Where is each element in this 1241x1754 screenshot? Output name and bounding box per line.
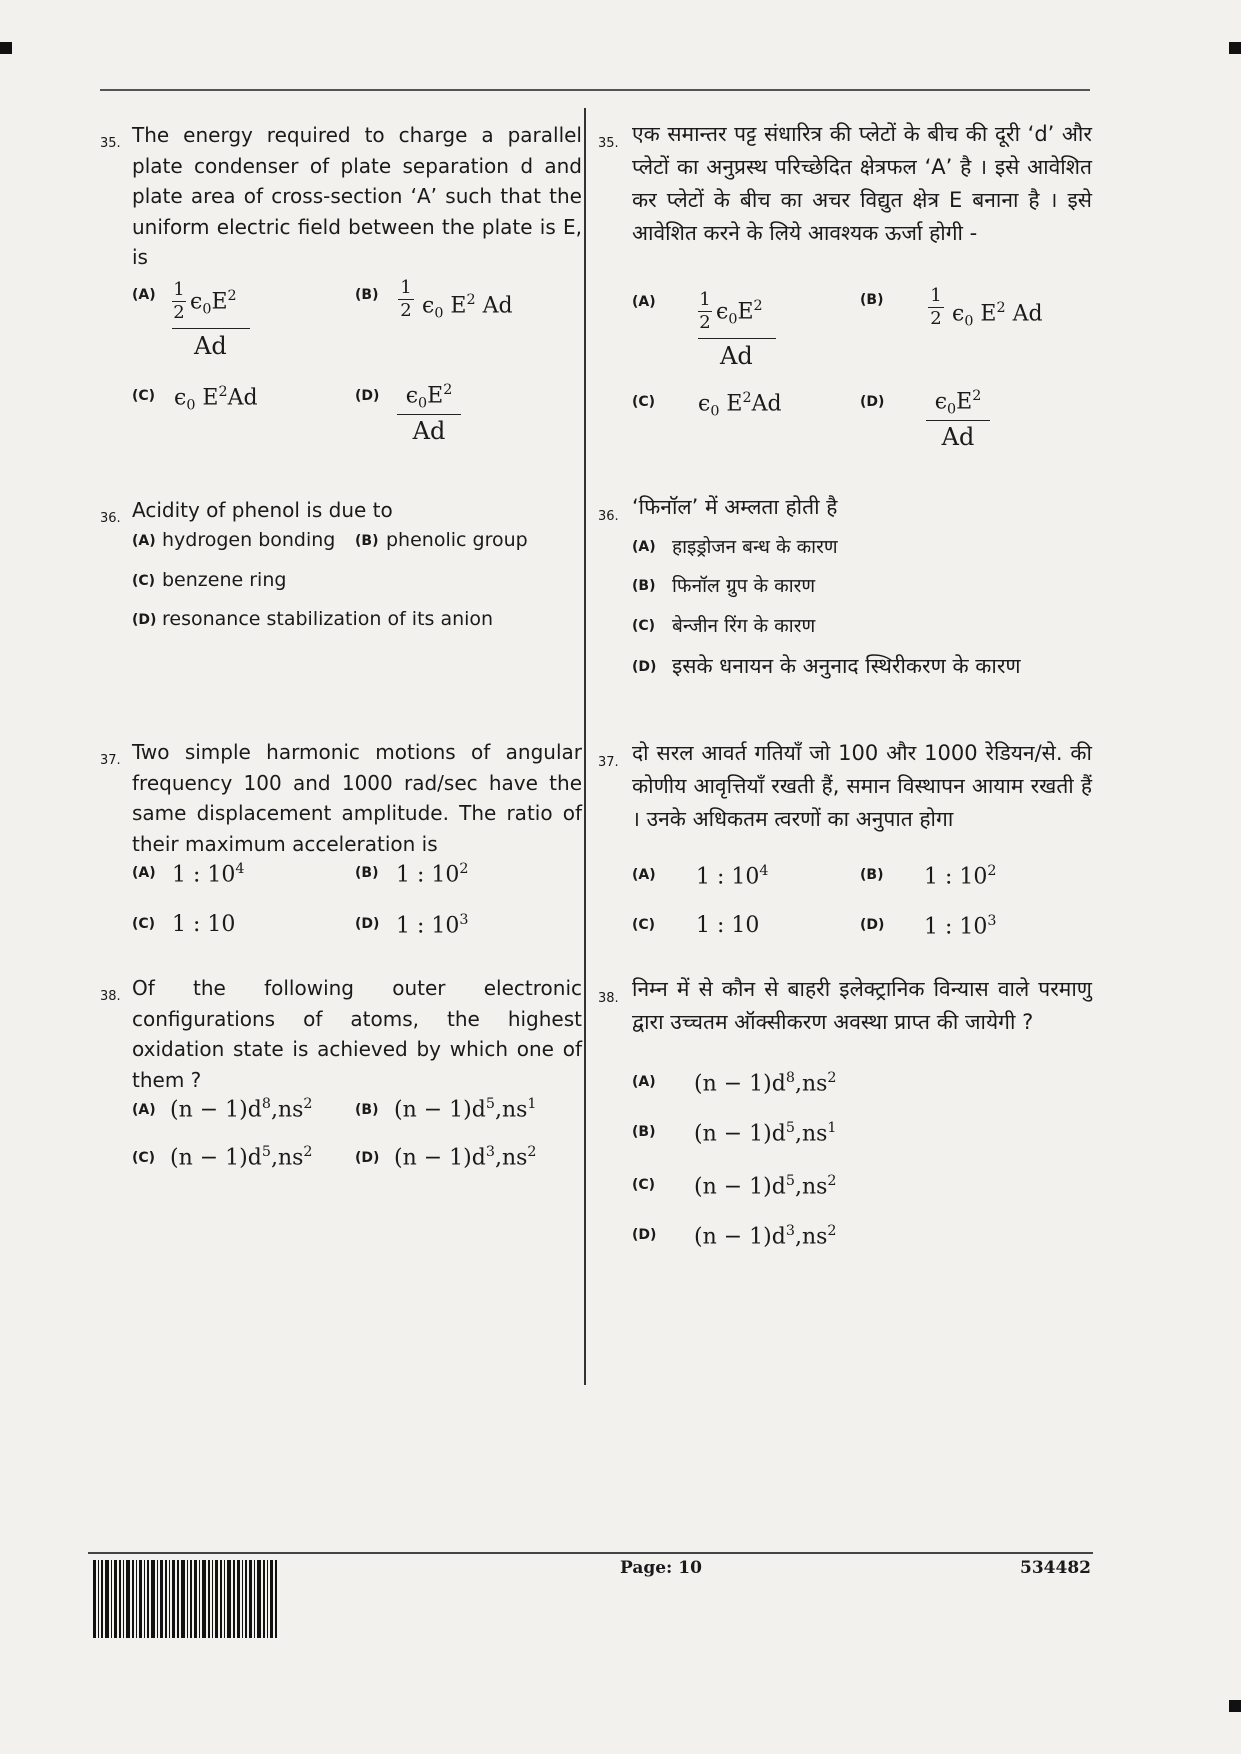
option-label: (A)	[632, 539, 656, 555]
registration-mark	[1229, 1700, 1241, 1712]
option-a-text: हाइड्रोजन बन्ध के कारण	[672, 536, 838, 558]
option-d-formula: $\epsilon_0E^2$ Ad	[397, 382, 461, 445]
option-label: (A)	[632, 867, 656, 883]
registration-mark	[0, 42, 12, 54]
option-label: (D)	[132, 612, 157, 628]
option-b-formula: $(n - 1)d^5,ns^1$	[394, 1096, 537, 1123]
option-b-text: फिनॉल ग्रुप के कारण	[672, 575, 816, 597]
column-divider	[584, 108, 586, 1385]
question-text: दो सरल आवर्त गतियाँ जो 100 और 1000 रेडियन/से. की कोणीय आवृत्तियाँ रखती हैं, समान विस्थापन आयाम रखती हैं । उनके अधिकतम त्वरणों का अनुपात होगा	[632, 741, 1092, 831]
option-label: (C)	[632, 917, 656, 933]
paper-code: 534482	[1020, 1558, 1091, 1578]
option-label: (B)	[355, 533, 379, 549]
question-text: एक समान्तर पट्ट संधारित्र की प्लेटों के बीच की दूरी ‘d’ और प्लेटों का अनुप्रस्थ परिच्छेदित क्षेत्रफल ‘A’ है । इसे आवेशित कर प्लेटों के बीच का अचर विद्युत क्षेत्र E बनाना है । इसे आवेशित करने के लिये आवश्यक ऊर्जा होगी -	[632, 122, 1092, 245]
option-a-text: hydrogen bonding	[162, 529, 336, 551]
option-label: (B)	[355, 1102, 379, 1118]
question-35-hi	[598, 118, 1092, 250]
option-label: (C)	[632, 618, 656, 634]
top-rule	[100, 89, 1090, 91]
option-label: (C)	[132, 1150, 156, 1166]
option-a-formula: $(n - 1)d^8,ns^2$	[694, 1070, 837, 1097]
option-a-formula: $(n - 1)d^8,ns^2$	[170, 1096, 313, 1123]
option-d-formula: $\epsilon_0E^2$ Ad	[926, 388, 990, 451]
option-d-formula: $(n - 1)d^3,ns^2$	[394, 1144, 537, 1171]
option-b-formula: $(n - 1)d^5,ns^1$	[694, 1120, 837, 1147]
option-c-formula: $\epsilon_0$ $E^2Ad$	[174, 384, 258, 414]
option-label: (A)	[132, 865, 156, 881]
question-number: 37.	[100, 753, 121, 768]
option-b-formula: 1 : $10^2$	[396, 861, 469, 888]
option-d-formula: $(n - 1)d^3,ns^2$	[694, 1223, 837, 1250]
option-label: (A)	[632, 294, 656, 310]
question-number: 36.	[100, 511, 121, 526]
option-label: (A)	[132, 533, 156, 549]
question-37-en	[100, 737, 582, 859]
question-text: निम्न में से कौन से बाहरी इलेक्ट्रानिक विन्यास वाले परमाणु द्वारा उच्चतम ऑक्सीकरण अवस्था प्राप्त की जायेगी ?	[632, 977, 1092, 1034]
option-label: (D)	[355, 1150, 380, 1166]
option-label: (B)	[355, 865, 379, 881]
question-text: Of the following outer electronic configurations of atoms, the highest oxidation state is achieved by which one of them ?	[132, 976, 582, 1092]
option-label: (B)	[860, 867, 884, 883]
option-d-formula: 1 : $10^3$	[396, 912, 469, 939]
question-38-hi	[598, 973, 1092, 1039]
barcode	[93, 1560, 298, 1638]
question-number: 38.	[100, 989, 121, 1004]
question-text: Two simple harmonic motions of angular frequency 100 and 1000 rad/sec have the same displacement amplitude. The ratio of their maximum acceleration is	[132, 740, 582, 856]
option-c-text: बेन्जीन रिंग के कारण	[672, 615, 816, 637]
question-37-hi	[598, 737, 1092, 836]
option-c-formula: 1 : 10	[696, 913, 760, 938]
option-label: (C)	[632, 394, 656, 410]
option-a-formula: 1 : $10^4$	[696, 863, 769, 890]
registration-mark	[1229, 42, 1241, 54]
question-text: ‘फिनॉल’ में अम्लता होती है	[632, 495, 838, 519]
page-number: Page: 10	[620, 1558, 702, 1578]
question-35-en	[100, 120, 582, 273]
option-c-formula: $(n - 1)d^5,ns^2$	[170, 1144, 313, 1171]
option-c-formula: 1 : 10	[172, 912, 236, 937]
option-label: (D)	[860, 917, 885, 933]
option-label: (C)	[132, 573, 156, 589]
footer-rule	[88, 1552, 1093, 1554]
option-d-text: इसके धनायन के अनुनाद स्थिरीकरण के कारण	[672, 654, 1021, 678]
option-label: (D)	[632, 1227, 657, 1243]
question-text: The energy required to charge a parallel plate condenser of plate separation d and plate area of cross-section ‘A’ such that the uniform electric field between the plate is E, is	[132, 123, 582, 269]
option-c-formula: $(n - 1)d^5,ns^2$	[694, 1173, 837, 1200]
option-label: (B)	[355, 287, 379, 303]
question-text: Acidity of phenol is due to	[132, 498, 393, 522]
question-38-en	[100, 973, 582, 1095]
question-36-en	[100, 495, 582, 526]
option-c-text: benzene ring	[162, 569, 287, 591]
option-c-formula: $\epsilon_0$ $E^2Ad$	[698, 390, 782, 420]
option-d-formula: 1 : $10^3$	[924, 913, 997, 940]
option-label: (D)	[355, 916, 380, 932]
option-label: (C)	[132, 916, 156, 932]
option-label: (C)	[132, 388, 156, 404]
option-d-text: resonance stabilization of its anion	[162, 608, 494, 630]
question-36-hi	[598, 491, 1092, 524]
option-label: (A)	[132, 287, 156, 303]
option-label: (A)	[132, 1102, 156, 1118]
option-label: (D)	[632, 659, 657, 675]
option-label: (B)	[632, 578, 656, 594]
option-label: (C)	[632, 1177, 656, 1193]
option-label: (B)	[860, 292, 884, 308]
option-b-text: phenolic group	[386, 529, 528, 551]
question-number: 36.	[598, 509, 619, 524]
option-label: (B)	[632, 1124, 656, 1140]
option-b-formula: 1 : $10^2$	[924, 863, 997, 890]
option-label: (D)	[355, 388, 380, 404]
option-label: (D)	[860, 394, 885, 410]
question-number: 35.	[100, 136, 121, 151]
question-number: 35.	[598, 136, 619, 151]
question-number: 38.	[598, 991, 619, 1006]
option-a-formula: 1 : $10^4$	[172, 861, 245, 888]
option-label: (A)	[632, 1074, 656, 1090]
question-number: 37.	[598, 755, 619, 770]
